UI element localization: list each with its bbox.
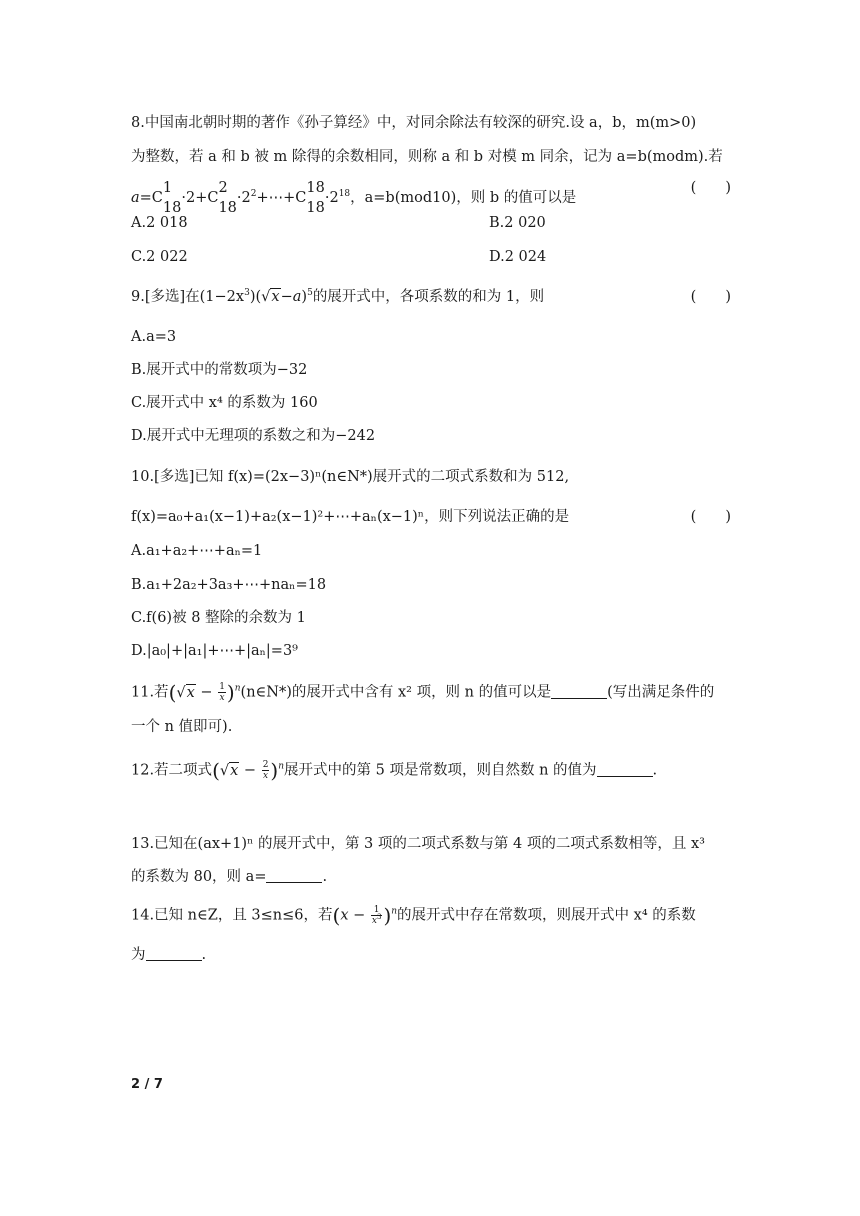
q12-prefix: 12.若二项式 (131, 762, 213, 779)
q9-middle: 的展开式中，各项系数的和为 1，则 (312, 289, 545, 305)
q14-end: . (201, 947, 207, 963)
q10-option-c: C.f(6)被 8 整除的余数为 1 (131, 610, 306, 626)
q10-answer-paren: ( ) (690, 509, 731, 525)
q12-answer-blank[interactable] (597, 762, 653, 777)
q9-option-b: B.展开式中的常数项为−32 (131, 362, 308, 378)
q8-line-1: 8.中国南北朝时期的著作《孙子算经》中，对同余除法有较深的研究.设 a，b，m(m>0) (131, 115, 697, 131)
q11-line-2: 一个 n 值即可). (131, 719, 233, 735)
frac-2-over-x: $\frac{2}{x}$ (262, 760, 269, 781)
q10-option-b: B.a₁+2a₂+3a₃+⋯+naₙ=18 (131, 577, 327, 593)
q13-line-2-text: 的系数为 80，则 a= (131, 869, 267, 885)
q9-option-d: D.展开式中无理项的系数之和为−242 (131, 428, 376, 444)
q14-line-2 (131, 945, 731, 965)
q11-answer-blank[interactable] (551, 684, 607, 699)
q13-line-2 (131, 867, 731, 887)
q10-option-a: A.a₁+a₂+⋯+aₙ=1 (131, 543, 263, 559)
q14-prefix: 14.已知 n∈Z，且 3≤n≤6，若 (131, 907, 333, 924)
q10-option-d: D.|a₀|+|a₁|+⋯+|aₙ|=3⁹ (131, 643, 298, 659)
q12-suffix: 展开式中的第 5 项是常数项，则自然数 n 的值为 (284, 762, 597, 779)
q12-end: . (652, 762, 658, 779)
q9-option-c: C.展开式中 x⁴ 的系数为 160 (131, 395, 318, 411)
q13-end: . (322, 869, 328, 885)
q11-prefix: 11.若 (131, 684, 169, 701)
q14-line-2-text: 为 (131, 947, 146, 963)
q8-option-a: A.2 018 (131, 215, 188, 231)
q9-prefix: 9.[多选]在(1−2x (131, 289, 245, 305)
q11-suffix-2: (写出满足条件的 (607, 684, 715, 701)
q8-formula: a=C 1 18 ·2+C 2 18 $\cdot 2^2+\cdots+C$ 18 18 $\cdot 2^{18}$ (131, 180, 351, 216)
q14-answer-blank[interactable] (146, 946, 202, 961)
q14-suffix: 的展开式中存在常数项，则展开式中 x⁴ 的系数 (397, 907, 696, 924)
q8-option-d: D.2 024 (489, 249, 547, 265)
q9-answer-paren: ( ) (690, 289, 731, 305)
q8-answer-paren: ( ) (690, 180, 731, 196)
q12-line-1: 12.若二项式(√x − $\frac{2}{x}$ )$^n$展开式中的第 5 项是常数项，则自然数 n 的值为 . (131, 758, 658, 783)
frac-1-over-x: $\frac{1}{x}$ (219, 682, 225, 703)
q8-line-2: 为整数，若 a 和 b 被 m 除得的余数相同，则称 a 和 b 对模 m 同余，记为 a=b(modm).若 (131, 149, 723, 165)
q8-line-3 (131, 178, 731, 218)
q8-line-3-tail: ，a=b(mod10)，则 b 的值可以是 (350, 190, 577, 206)
frac-1-over-x3: $\frac{1}{x^3}$ (371, 905, 382, 926)
q10-line-1: 10.[多选]已知 f(x)=(2x−3)ⁿ(n∈N*)展开式的二项式系数和为 512, (131, 469, 570, 485)
q9-stem: 9.[多选]在$(1-2x^3)(√x-a)^5$的展开式中，各项系数的和为 1，则 ( ) (131, 288, 731, 305)
q8-option-b: B.2 020 (489, 215, 546, 231)
q13-answer-blank[interactable] (266, 868, 322, 883)
page-number: 2 / 7 (131, 1077, 163, 1092)
q13-line-1: 13.已知在(ax+1)ⁿ 的展开式中，第 3 项的二项式系数与第 4 项的二项式系数相等，且 x³ (131, 836, 705, 852)
q10-line-2-text: f(x)=a₀+a₁(x−1)+a₂(x−1)²+⋯+aₙ(x−1)ⁿ，则下列说法正确的是 (131, 509, 570, 525)
q11-line-1: 11.若(√x − $\frac{1}{x}$ )$^n$(n∈N*)的展开式中含有 x² 项，则 n 的值可以是 (写出满足条件的 (131, 680, 715, 705)
q11-suffix: (n∈N*)的展开式中含有 x² 项，则 n 的值可以是 (240, 684, 552, 701)
q10-line-2 (131, 507, 731, 527)
q9-option-a: A.a=3 (131, 329, 177, 345)
sqrt-x: √x (261, 289, 280, 305)
q8-option-c: C.2 022 (131, 249, 188, 265)
q14-line-1: 14.已知 n∈Z，且 3≤n≤6，若(x − $\frac{1}{x^3}$ )$^n$的展开式中存在常数项，则展开式中 x⁴ 的系数 (131, 903, 696, 928)
